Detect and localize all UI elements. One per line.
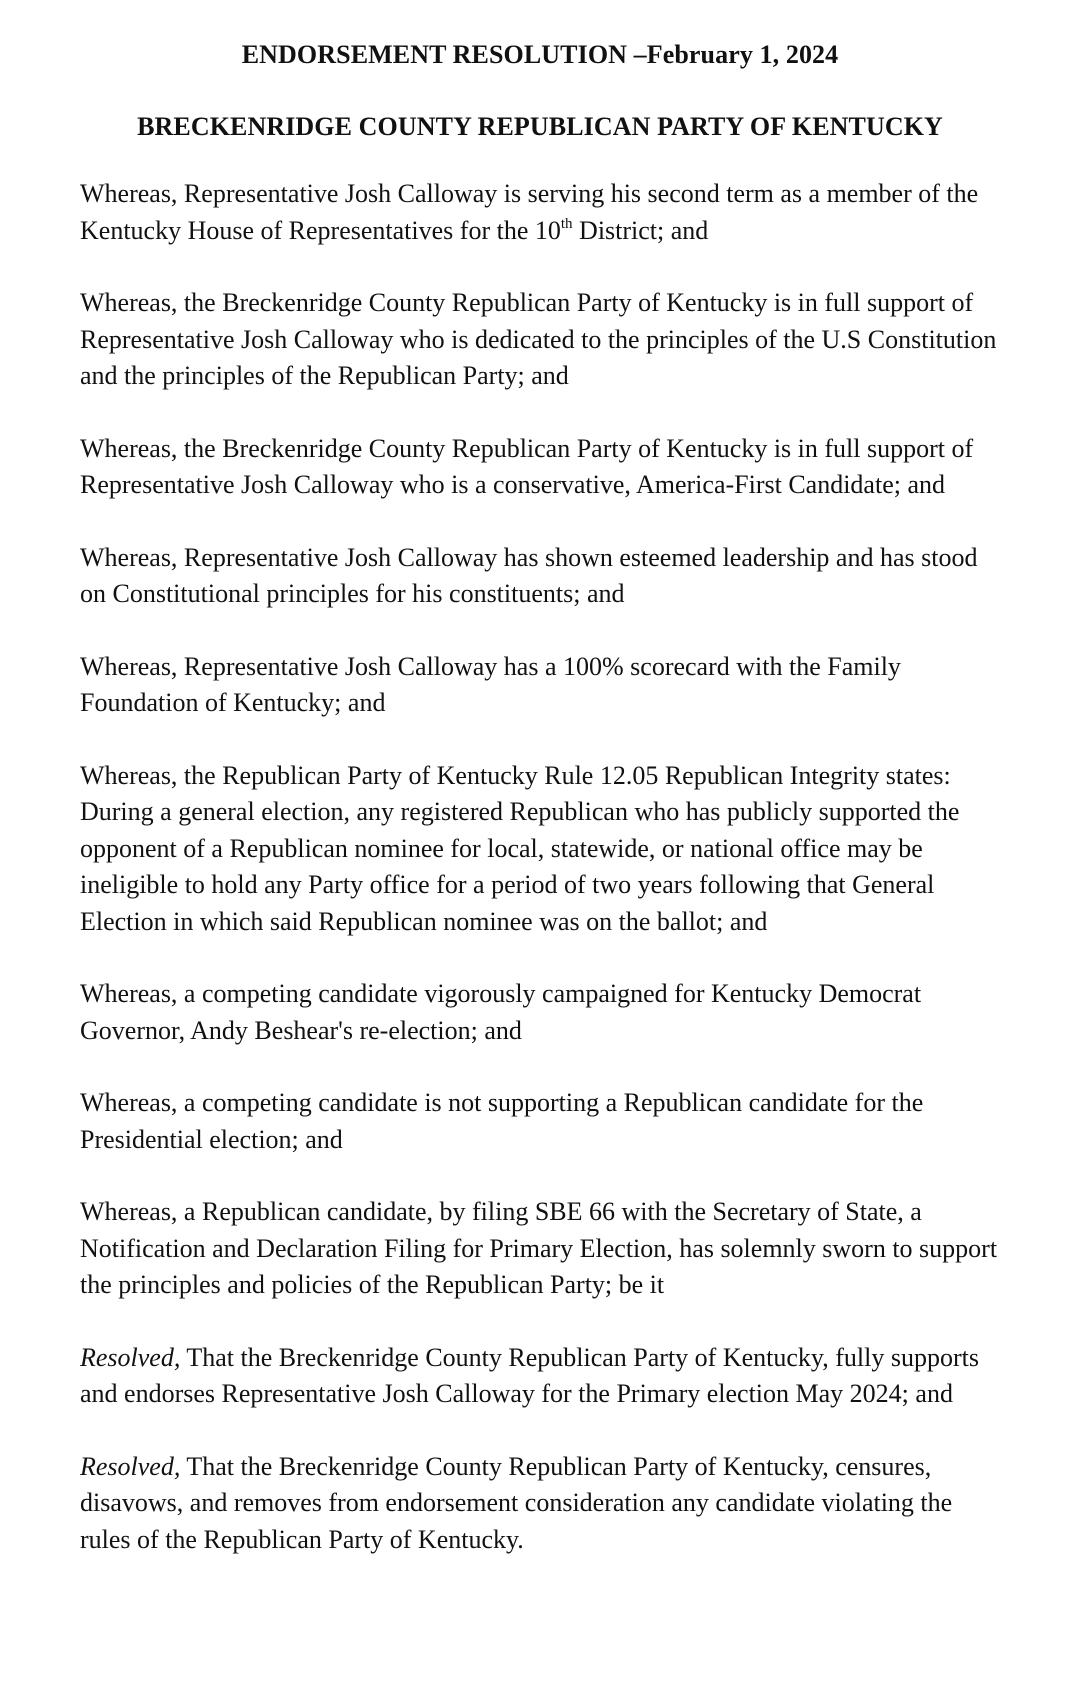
paragraph-text: Whereas, the Breckenridge County Republican Party of Kentucky is in full support of Representative Josh Calloway who is a conservative, America-First Candidate; and [80, 433, 974, 499]
paragraph-text: Whereas, a competing candidate vigorously campaigned for Kentucky Democrat Governor, Andy Beshear's re-election; and [80, 979, 922, 1045]
paragraph-text: Whereas, Representative Josh Calloway has shown esteemed leadership and has stood on Constitutional principles for his constituents; and [80, 542, 978, 608]
whereas-paragraph-4 [80, 540, 1000, 613]
whereas-paragraph-2 [80, 285, 1000, 395]
paragraph-text: Whereas, a Republican candidate, by filing SBE 66 with the Secretary of State, a Notification and Declaration Filing for Primary Election, has solemnly sworn to support the principles and policies of the Republican Party; be it [80, 1197, 998, 1299]
paragraph-text: Whereas, the Breckenridge County Republican Party of Kentucky is in full support of Representative Josh Calloway who is dedicated to the principles of the U.S Constitution and the principles of the Republican Party; and [80, 288, 997, 390]
paragraph-text: Whereas, Representative Josh Calloway has a 100% scorecard with the Family Foundation of Kentucky; and [80, 651, 901, 717]
resolved-paragraph-1 [80, 1340, 1000, 1413]
ordinal-superscript: th [560, 215, 573, 232]
resolved-lead: Resolved, [80, 1451, 181, 1481]
paragraph-text: Whereas, a competing candidate is not supporting a Republican candidate for the Presidential election; and [80, 1088, 924, 1154]
paragraph-text: Whereas, the Republican Party of Kentucky Rule 12.05 Republican Integrity states: During a general election, any registered Republican who has publicly supported the opponent of a Republican nominee for local, statewide, or national office may be ineligible to hold any Party office for a period of two years following that General Election in which said Republican nominee was on the ballot; and [80, 760, 960, 936]
resolved-lead: Resolved, [80, 1342, 181, 1372]
whereas-paragraph-7 [80, 976, 1000, 1049]
paragraph-text-continued: District; and [572, 215, 709, 245]
paragraph-text: That the Breckenridge County Republican Party of Kentucky, fully supports and endorses Representative Josh Calloway for the Primary election May 2024; and [80, 1342, 979, 1408]
whereas-paragraph-3 [80, 431, 1000, 504]
party-heading: BRECKENRIDGE COUNTY REPUBLICAN PARTY OF KENTUCKY [137, 112, 943, 141]
resolved-paragraph-2 [80, 1449, 1000, 1559]
whereas-paragraph-6 [80, 758, 1000, 941]
paragraph-text: That the Breckenridge County Republican Party of Kentucky, censures, disavows, and removes from endorsement consideration any candidate violating the rules of the Republican Party of Kentucky. [80, 1451, 953, 1554]
whereas-paragraph-5 [80, 649, 1000, 722]
whereas-paragraph-1 [80, 176, 1000, 249]
whereas-paragraph-9 [80, 1194, 1000, 1304]
paragraph-text: Whereas, Representative Josh Calloway is serving his second term as a member of the Kentucky House of Representatives for the 10 [80, 179, 979, 245]
whereas-paragraph-8 [80, 1085, 1000, 1158]
resolution-title: ENDORSEMENT RESOLUTION –February 1, 2024 [241, 40, 839, 69]
